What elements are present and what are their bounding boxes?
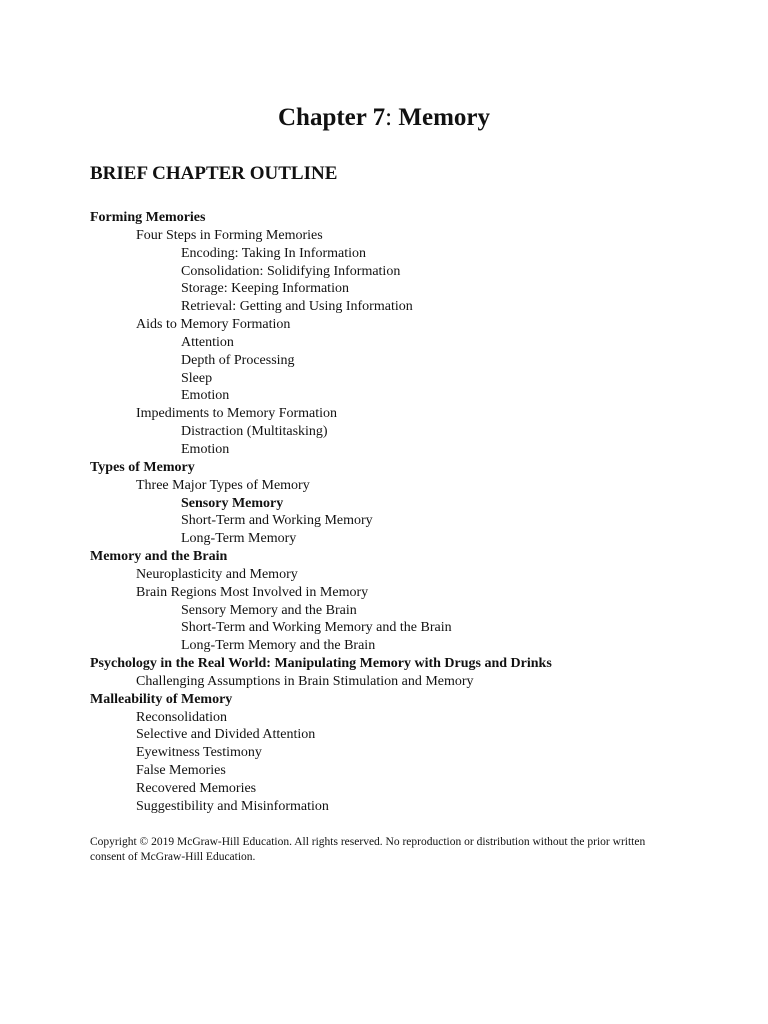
outline-subsection: Four Steps in Forming Memories — [136, 227, 323, 243]
chapter-topic: Memory — [398, 104, 490, 131]
outline-subsection: False Memories — [136, 763, 226, 779]
outline-subsection: Recovered Memories — [136, 781, 257, 796]
outline-topic: Sensory Memory — [181, 495, 284, 511]
outline-topic: Storage: Keeping Information — [181, 281, 349, 297]
outline-subsection: Challenging Assumptions in Brain Stimulation and Memory — [136, 673, 474, 689]
outline-topic: Emotion — [181, 388, 230, 404]
outline-subsection: Reconsolidation — [136, 709, 227, 725]
outline-topic: Depth of Processing — [181, 352, 295, 368]
outline-section: Memory and the Brain — [90, 549, 228, 565]
outline-topic: Attention — [181, 334, 234, 350]
outline-subsection: Selective and Divided Attention — [136, 727, 316, 743]
outline-section: Types of Memory — [90, 459, 195, 475]
outline-topic: Retrieval: Getting and Using Information — [181, 299, 413, 315]
outline-subsection: Eyewitness Testimony — [136, 745, 262, 761]
title-colon: : — [385, 104, 393, 131]
outline-topic: Long-Term Memory and the Brain — [181, 638, 376, 654]
outline-topic: Emotion — [181, 441, 230, 457]
outline-subsection: Aids to Memory Formation — [136, 317, 291, 333]
outline-section: Forming Memories — [90, 210, 206, 225]
outline-topic: Short-Term and Working Memory and the Brain — [181, 620, 452, 636]
outline-section: Psychology in the Real World: Manipulating Memory with Drugs and Drinks — [90, 656, 552, 672]
outline-subsection: Brain Regions Most Involved in Memory — [136, 584, 369, 600]
outline-topic: Encoding: Taking In Information — [181, 245, 367, 261]
outline-heading: BRIEF CHAPTER OUTLINE — [90, 163, 338, 184]
outline-topic: Short-Term and Working Memory — [181, 513, 373, 529]
copyright-notice: Copyright © 2019 McGraw-Hill Education. All rights reserved. No reproduction or distribution without the prior written consent of McGraw-Hill Education. — [90, 836, 646, 863]
outline-topic: Sleep — [181, 370, 213, 386]
chapter-title — [0, 101, 768, 135]
chapter-outline — [90, 209, 730, 816]
outline-topic: Long-Term Memory — [181, 531, 297, 547]
outline-topic: Sensory Memory and the Brain — [181, 602, 357, 618]
outline-topic: Distraction (Multitasking) — [181, 424, 328, 440]
chapter-number: Chapter 7 — [277, 104, 386, 131]
outline-topic: Consolidation: Solidifying Information — [181, 263, 401, 279]
outline-subsection: Three Major Types of Memory — [136, 477, 310, 493]
outline-subsection: Neuroplasticity and Memory — [136, 566, 298, 582]
outline-section: Malleability of Memory — [90, 691, 233, 707]
outline-subsection: Impediments to Memory Formation — [136, 406, 338, 422]
outline-subsection: Suggestibility and Misinformation — [136, 798, 329, 814]
